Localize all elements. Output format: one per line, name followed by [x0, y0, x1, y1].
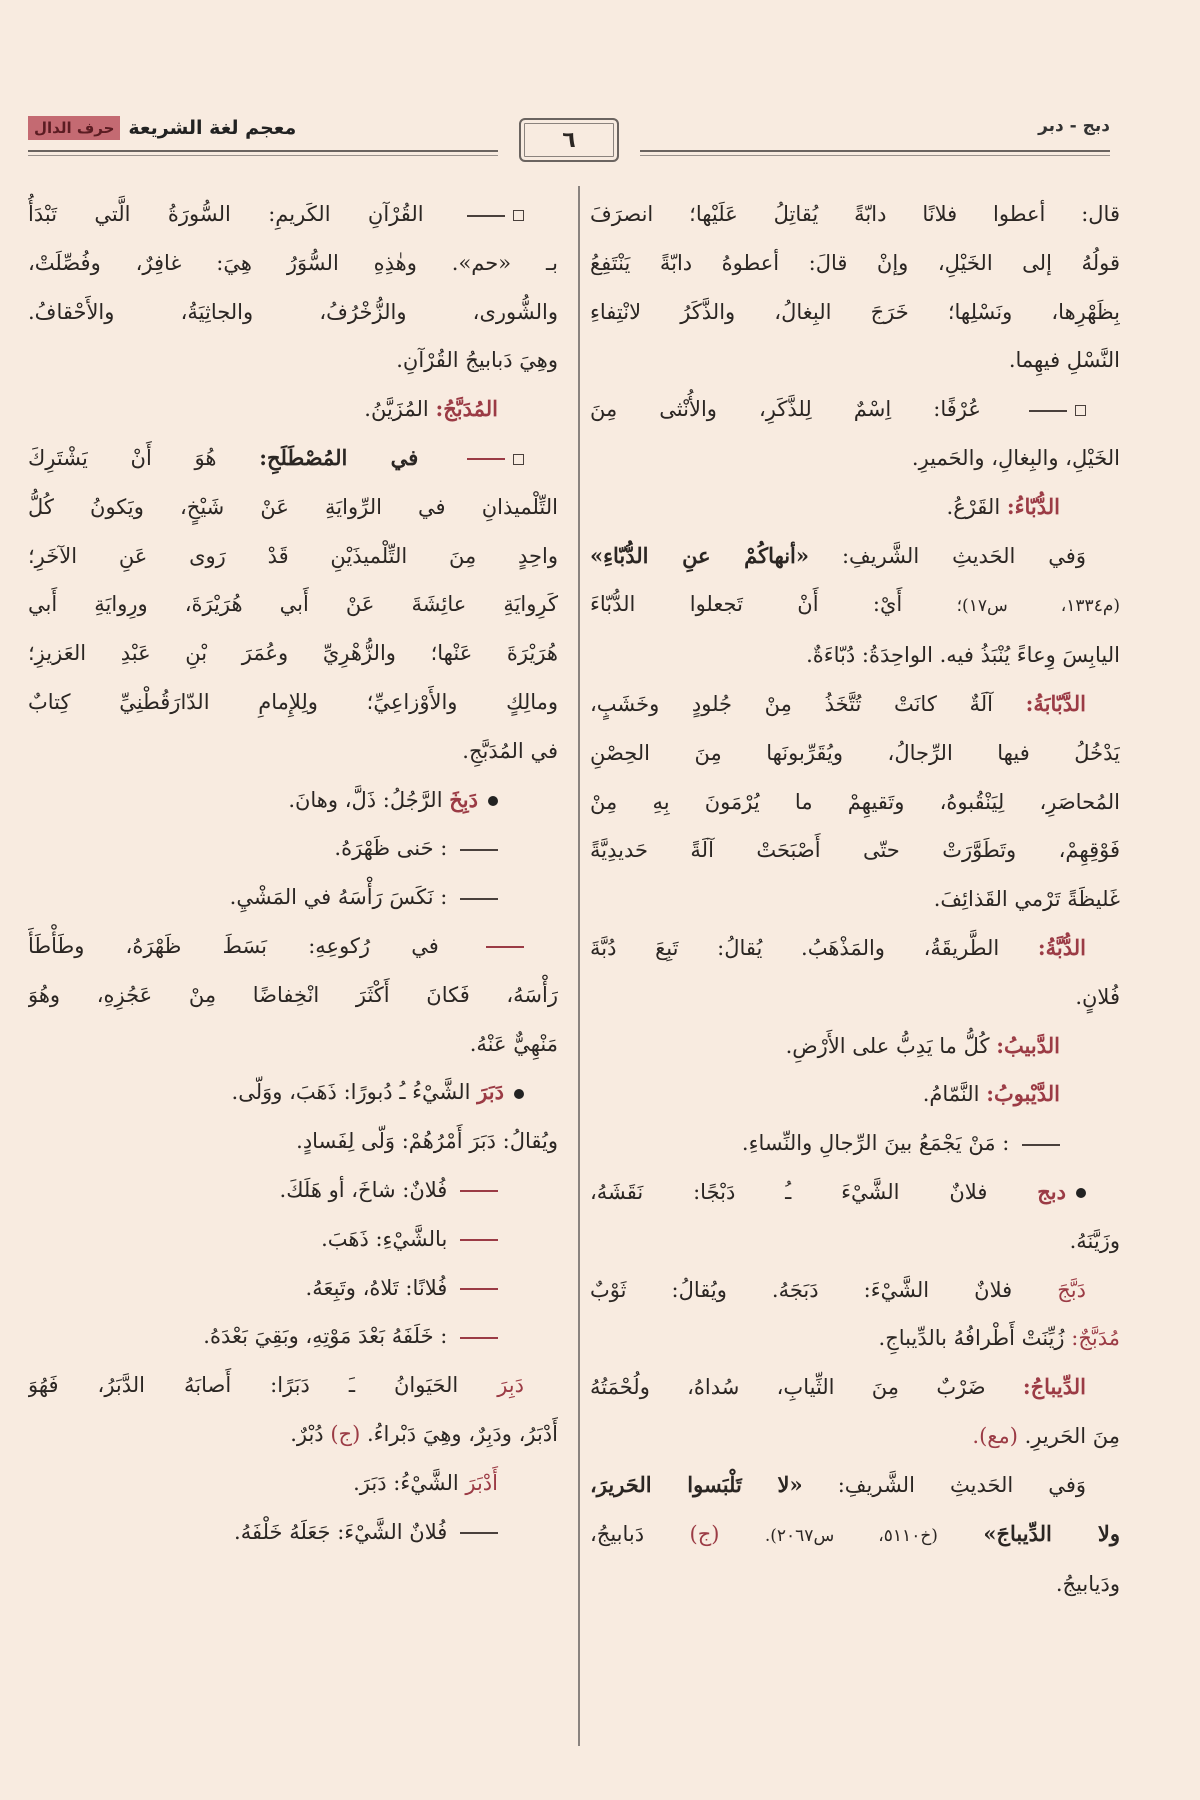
citation-prefix: وَفي الحَديثِ الشَّريفِ: [837, 1472, 1086, 1497]
text-line [28, 385, 558, 434]
root-entry [28, 776, 558, 825]
text-line [590, 1168, 1120, 1217]
headword: دَبِرَ [497, 1373, 524, 1398]
entry [590, 1022, 1120, 1071]
hadith-quote: «لا تَلْبَسوا الحَريرَ، [590, 1471, 803, 1497]
text-line [590, 1266, 1120, 1315]
entry-sense [28, 873, 558, 922]
dash-marker [460, 1239, 498, 1241]
text-line: في المُدَبَّجِ. [462, 738, 558, 763]
text-line: كَرِوايَةِ عائِشَةَ عَنْ أَبي هُرَيْرَةَ، ورِوايَةِ أَبي [28, 592, 558, 617]
definition: آلَةٌ كانَتْ تُتَّخَذُ مِنْ جُلودٍ وخَشَبٍ، [590, 691, 993, 716]
text-line: وهِيَ دَبابيجُ القُرْآنِ. [396, 348, 558, 373]
entry-paragraph [590, 190, 1120, 385]
text-line [28, 824, 558, 873]
text-line [28, 1410, 558, 1459]
headword: الدِّيباجُ: [1022, 1374, 1086, 1400]
entry [28, 1459, 558, 1508]
hadith-reference: (م١٣٣٤، س١٧)؛ [956, 596, 1120, 617]
text-line [28, 1068, 558, 1117]
text-line [590, 385, 1120, 434]
text-line: الخَيْلِ، والبِغالِ، والحَميرِ. [911, 445, 1120, 470]
book-title: معجم لغة الشريعة [128, 117, 297, 139]
headword: الدُّبَّةُ: [1037, 934, 1086, 960]
definition: الحَيَوانُ ـَ دَبَرًا: أَصابَهُ الدَّبَرُ، فَهُوَ [28, 1373, 459, 1398]
text-line [28, 1215, 558, 1264]
definition: فُلانٌ: شاخَ، أو هَلَكَ. [279, 1177, 448, 1202]
definition: الشَّيْءُ ـُ دُبورًا: ذَهَبَ، ووَلّى. [231, 1080, 471, 1105]
entry-sense [28, 434, 558, 776]
square-marker-icon [513, 454, 524, 465]
entry [590, 680, 1120, 924]
text-line [590, 924, 1120, 973]
root-headword: دبج [1037, 1178, 1066, 1204]
text-line [590, 680, 1120, 729]
definition: زُيِّنَتْ أَطْرافُهُ بالدِّيباجِ. [878, 1326, 1065, 1351]
entry-sense [28, 1264, 558, 1313]
text-line: واحِدٍ مِنَ التِّلْميذَيْنِ قَدْ رَوى عَنِ الآخَرِ؛ [28, 543, 558, 568]
hadith-quote: «أنهاكُمْ عنِ الدُّبّاءِ» [590, 542, 810, 568]
definition: أَدْبَرُ، ودَبِرٌ، وهِيَ دَبْراءُ. [366, 1421, 558, 1446]
definition: مِنَ الحَريرِ. [1024, 1423, 1120, 1448]
definition: فُلانٌ الشَّيْءَ: جَعَلَهُ خَلْفَهُ. [234, 1519, 448, 1544]
definition: كُلُّ ما يَدِبُّ على الأَرْضِ. [785, 1033, 990, 1058]
text-line [590, 532, 1120, 581]
entry [28, 1117, 558, 1166]
definition: دَبابيجُ، [590, 1521, 645, 1546]
text-line [28, 873, 558, 922]
dash-marker [460, 1337, 498, 1339]
text-line: رَأْسَهُ، فَكانَ أَكْثَرَ انْخِفاضًا مِنْ عَجُزِهِ، وهُوَ [28, 982, 558, 1007]
definition: النَّمّامُ. [922, 1082, 980, 1107]
hadith-quote: ولا الدِّيباجَ» [983, 1520, 1120, 1546]
text-line: قال: أعطوا فلانًا دابّةً يُقاتِلُ عَلَيْها؛ انصرَفَ [590, 202, 1120, 226]
text-line: ودَيابيجُ. [1055, 1572, 1120, 1597]
dash-marker [1022, 1144, 1060, 1146]
dash-marker [460, 849, 498, 851]
entry-sense [590, 385, 1120, 483]
text-line: التِّلْميذانِ في الرِّوايَةِ عَنْ شَيْخٍ، ويَكونُ كُلُّ [28, 494, 558, 519]
text-line [590, 580, 1120, 631]
right-column [590, 190, 1120, 1609]
text-line [28, 776, 558, 825]
text-line: وزَيَّنَهُ. [1069, 1228, 1120, 1253]
hadith-reference: (خ٥١١٠، س٢٠٦٧). [764, 1525, 938, 1546]
square-marker-icon [1075, 405, 1086, 416]
dash-marker [460, 1532, 498, 1534]
text-line: المُحاصَرِ، لِيَنْقُبوهُ، وتَقيهِمْ ما يُرْمَونَ بِهِ مِنْ [590, 789, 1120, 814]
dash-marker [467, 215, 505, 217]
text-line: فُلانٍ. [1075, 984, 1120, 1009]
entry-sense [28, 1215, 558, 1264]
headword: الدُّبّاءُ: [1006, 493, 1060, 519]
text-line [590, 1022, 1120, 1071]
text-line: هُرَيْرَةَ عَنْها؛ والزُّهْرِيِّ وعُمَرَ بْنِ عَبْدِ العَزيزِ؛ [28, 641, 558, 666]
term: القُرْآنِ الكَريمِ: [268, 202, 424, 226]
definition: فلانٌ الشَّيْءَ: دَبَجَهُ. ويُقالُ: ثَوْبٌ [590, 1277, 1013, 1302]
entry [590, 1363, 1120, 1461]
definition: : خَلَفَهُ بَعْدَ مَوْتِهِ، وبَقِيَ بَعْدَهُ. [203, 1324, 448, 1349]
entry-sense [28, 1508, 558, 1557]
plural-tag: (ج) [330, 1421, 361, 1446]
text-line [590, 1461, 1120, 1510]
page-number: ٦ [519, 118, 619, 162]
text-line: بـ «حم». وهٰذِهِ السُّوَرُ هِيَ: غافِرٌ، وفُصِّلَتْ، [28, 250, 558, 275]
definition: أَيْ: أَنْ تَجعلوا الدُّبّاءَ [590, 592, 903, 617]
definition: ضَرْبٌ مِنَ الثِّيابِ، سُداهُ، ولُحْمَتُهُ [590, 1375, 986, 1400]
term: في المُصْطَلَحِ: [259, 444, 419, 470]
text-line [28, 1508, 558, 1557]
left-column [28, 190, 558, 1556]
definition: السُّورَةُ الَّتي تَبْدَأُ [28, 202, 231, 226]
plural-tag: (ج) [689, 1521, 720, 1546]
text-line [28, 1264, 558, 1313]
root-headword: دَبَرَ [477, 1079, 504, 1105]
text-line [590, 1070, 1120, 1119]
headword: الدَّبيبُ: [996, 1032, 1060, 1058]
dash-marker [460, 898, 498, 900]
dash-marker [467, 458, 505, 460]
text-line [590, 1119, 1120, 1168]
text-line [28, 190, 558, 239]
text-line [590, 1412, 1120, 1461]
definition: بالشَّيْءِ: ذَهَبَ. [321, 1226, 448, 1251]
text-line: ومالِكٍ والأَوْزاعِيِّ؛ ولِلإِمامِ الدّارَقُطْنِيِّ كِتابٌ [28, 689, 558, 714]
square-marker-icon [513, 210, 524, 221]
definition: الرَّجُلُ: ذَلَّ، وهانَ. [288, 787, 443, 812]
definition: فلانٌ الشَّيْءَ ـُ دَبْجًا: نَقَشَهُ، [590, 1179, 988, 1204]
text-line [28, 434, 558, 483]
bullet-icon [514, 1089, 524, 1099]
dash-marker [460, 1288, 498, 1290]
book-title-group [28, 116, 296, 140]
bullet-icon [488, 796, 498, 806]
text-line [28, 1312, 558, 1361]
section-label: حرف الدال [28, 116, 120, 140]
text-line: ويُقالُ: دَبَرَ أَمْرُهُمْ: وَلّى لِفَسادٍ. [296, 1129, 558, 1154]
bullet-icon [1076, 1188, 1086, 1198]
root-entry [590, 1168, 1120, 1266]
entry-sense [590, 1119, 1120, 1168]
dash-marker [460, 1190, 498, 1192]
entry-sense [28, 922, 558, 1068]
text-line [590, 1363, 1120, 1412]
text-line [28, 1459, 558, 1508]
definition: اِسْمٌ لِلذَّكَرِ، والأُنْثى مِنَ [590, 397, 892, 422]
page-header [28, 112, 1110, 162]
plural-form: دُبْرٌ. [290, 1421, 324, 1446]
entry [590, 483, 1120, 532]
headword: أَدْبَرَ [465, 1470, 498, 1495]
header-rule-left [28, 150, 498, 156]
entry-sense [28, 1312, 558, 1361]
term: عُرْفًا: [933, 397, 981, 422]
entry [28, 1361, 558, 1459]
text-line [590, 1510, 1120, 1561]
headword: المُدَبَّجُ: [435, 396, 498, 422]
definition: الشَّيْءُ: دَبَرَ. [353, 1470, 459, 1495]
headword: مُدَبَّجٌ: [1071, 1326, 1120, 1351]
text-line: اليابِسَ وِعاءً يُنْبَذُ فيه. الواحِدَةُ: دُبّاءَةٌ. [806, 643, 1120, 668]
text-line: غَليظَةً تَرْمي القَذائِفَ. [933, 887, 1120, 912]
headword: الدَّيْبوبُ: [986, 1081, 1060, 1107]
entry-range: دبج - دبر [1038, 116, 1110, 136]
entry [590, 1266, 1120, 1364]
headword: الدَّبّابَةُ: [1025, 690, 1086, 716]
dash-marker [486, 946, 524, 948]
definition: في رُكوعِهِ: بَسَطَ ظَهْرَهُ، وطَأْطَأَ [28, 933, 439, 958]
definition: المُزَيَّنُ. [364, 397, 429, 422]
text-line: بِظَهْرِها، ونَسْلِها؛ خَرَجَ البِغالُ، والذَّكَرُ لانْتِفاءِ [590, 299, 1120, 324]
text-line: والشُّورى، والزُّخْرُفُ، والجاثِيَةُ، والأَحْقافُ. [28, 299, 558, 324]
definition: الطَّريقَةُ، والمَذْهَبُ. يُقالُ: تَبِعَ دُبَّةَ [590, 935, 1000, 960]
definition: : نَكَسَ رَأْسَهُ في المَشْيِ. [229, 885, 448, 910]
entry-sense [28, 824, 558, 873]
citation-prefix: وَفي الحَديثِ الشَّريفِ: [841, 543, 1086, 568]
text-line [28, 1166, 558, 1215]
source-tag: (مع). [972, 1423, 1018, 1448]
hadith-citation [590, 532, 1120, 680]
entry-sense [28, 190, 558, 385]
definition: : حَنى ظَهْرَهُ. [334, 836, 448, 861]
text-line: قولُهُ إلى الخَيْلِ، وإنْ قالَ: أعطوهُ دابّةً يَنْتَفِعُ [590, 250, 1120, 275]
entry-sense [28, 1166, 558, 1215]
text-line [28, 1361, 558, 1410]
headword: دَبَّجَ [1057, 1277, 1086, 1302]
text-line: فَوْقِهِمْ، وتَطَوَّرَتْ حتّى أَصْبَحَتْ آلَةً حَديدِيَّةً [590, 838, 1120, 863]
definition: فُلانًا: تَلاهُ، وتَبِعَهُ. [305, 1275, 448, 1300]
text-line [590, 483, 1120, 532]
definition: : مَنْ يَجْمَعُ بينَ الرِّجالِ والنِّساءِ. [741, 1131, 1010, 1156]
entry [590, 924, 1120, 1022]
text-line: النَّسْلِ فيهِما. [1008, 348, 1120, 373]
entry [590, 1070, 1120, 1119]
header-rule-right [640, 150, 1110, 156]
entry [28, 385, 558, 434]
definition: القَرْعُ. [946, 494, 1001, 519]
hadith-citation [590, 1461, 1120, 1609]
dash-marker [1029, 410, 1067, 412]
root-headword: دَبِخَ [449, 786, 478, 812]
text-line: مَنْهِيٌّ عَنْهُ. [469, 1031, 558, 1056]
text-line [590, 1314, 1120, 1363]
definition: هُوَ أَنْ يَشْتَرِكَ [28, 445, 217, 470]
text-line [28, 922, 558, 971]
column-divider [578, 186, 580, 1746]
root-entry [28, 1068, 558, 1117]
text-line: يَدْخُلُ فيها الرِّجالُ، ويُقَرِّبونَها مِنَ الحِصْنِ [590, 740, 1120, 765]
